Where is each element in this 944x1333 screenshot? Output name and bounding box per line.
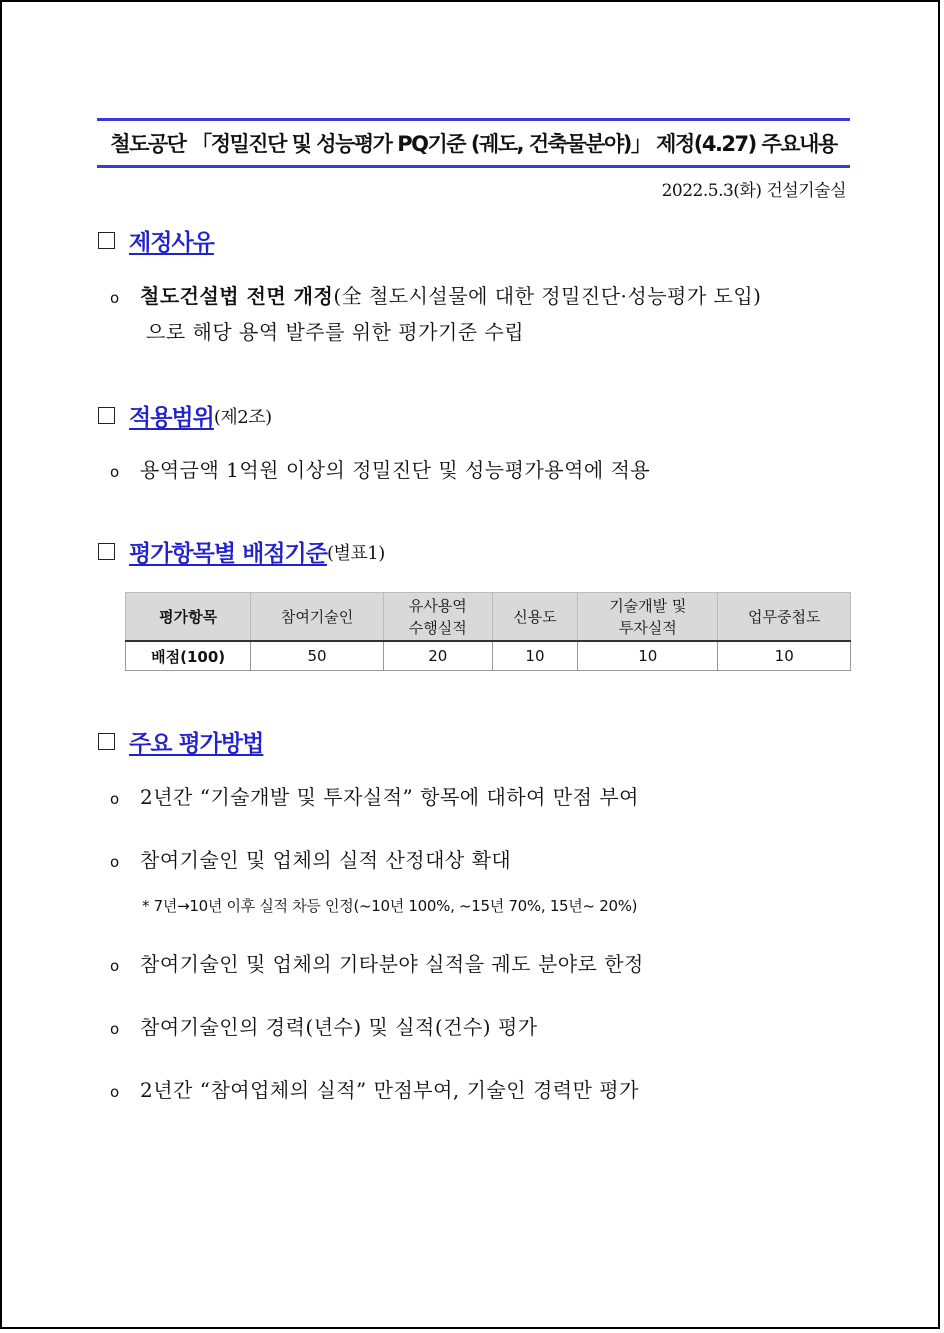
section-methods <box>98 725 263 758</box>
checkbox-icon <box>98 407 115 424</box>
table-header-cell: 신용도 <box>492 593 577 642</box>
list-item <box>110 278 761 316</box>
list-item-continuation: 으로 해당 용역 발주를 위한 평가기준 수립 <box>146 320 525 344</box>
section-title: 평가항목별 배점기준 <box>129 541 327 567</box>
bullet-text: 참여기술인 및 업체의 기타분야 실적을 궤도 분야로 한정 <box>140 952 644 976</box>
section-scope <box>98 399 272 432</box>
table-cell: 10 <box>578 641 718 671</box>
section-suffix: (별표1) <box>326 542 385 564</box>
table-header-cell: 참여기술인 <box>251 593 384 642</box>
list-item <box>110 452 650 490</box>
table-header-cell: 업무중첩도 <box>718 593 851 642</box>
list-item <box>110 946 644 984</box>
list-item <box>110 1072 639 1110</box>
list-item <box>110 842 511 880</box>
list-item <box>110 1009 538 1047</box>
bullet-circle-icon: o <box>110 1083 120 1101</box>
bullet-circle-icon: o <box>110 790 120 808</box>
bullet-circle-icon: o <box>110 853 120 871</box>
bullet-text: 2년간 “기술개발 및 투자실적” 항목에 대하여 만점 부여 <box>140 785 639 809</box>
bullet-bold-text: 철도건설법 전면 개정 <box>140 284 334 308</box>
footnote: * 7년→10년 이후 실적 차등 인정(~10년 100%, ~15년 70%, 15년~ 20%) <box>142 897 638 915</box>
document-title: 철도공단 「정밀진단 및 성능평가 PQ기준 (궤도, 건축물분야)」 제정(4.27) 주요내용 <box>110 132 837 156</box>
section-title: 주요 평가방법 <box>129 731 264 757</box>
bullet-circle-icon: o <box>110 289 120 307</box>
section-suffix: (제2조) <box>213 406 272 428</box>
bullet-text: 용역금액 1억원 이상의 정밀진단 및 성능평가용역에 적용 <box>140 458 651 482</box>
date-line: 2022.5.3(화) 건설기술실 <box>661 181 846 201</box>
section-scoring <box>98 535 385 568</box>
scoring-table <box>125 592 851 671</box>
checkbox-icon <box>98 733 115 750</box>
bullet-circle-icon: o <box>110 463 120 481</box>
table-header-cell: 평가항목 <box>126 593 251 642</box>
checkbox-icon <box>98 543 115 560</box>
bullet-text: 참여기술인의 경력(년수) 및 실적(건수) 평가 <box>140 1015 538 1039</box>
section-title: 적용범위 <box>129 405 214 431</box>
table-cell: 50 <box>251 641 384 671</box>
bullet-circle-icon: o <box>110 957 120 975</box>
title-box <box>97 118 850 168</box>
bullet-text: 2년간 “참여업체의 실적” 만점부여, 기술인 경력만 평가 <box>140 1078 639 1102</box>
table-cell: 배점(100) <box>126 641 251 671</box>
table-row <box>126 641 851 671</box>
list-item <box>110 779 639 817</box>
table-header-row <box>126 593 851 642</box>
table-cell: 20 <box>383 641 492 671</box>
bullet-text: 참여기술인 및 업체의 실적 산정대상 확대 <box>140 848 512 872</box>
checkbox-icon <box>98 232 115 249</box>
table-header-cell: 기술개발 및 투자실적 <box>578 593 718 642</box>
section-title: 제정사유 <box>129 230 214 256</box>
table-header-cell: 유사용역 수행실적 <box>383 593 492 642</box>
section-reason <box>98 224 214 257</box>
table-cell: 10 <box>718 641 851 671</box>
bullet-text: (全 철도시설물에 대한 정밀진단·성능평가 도입) <box>333 284 762 308</box>
table-cell: 10 <box>492 641 577 671</box>
bullet-circle-icon: o <box>110 1020 120 1038</box>
